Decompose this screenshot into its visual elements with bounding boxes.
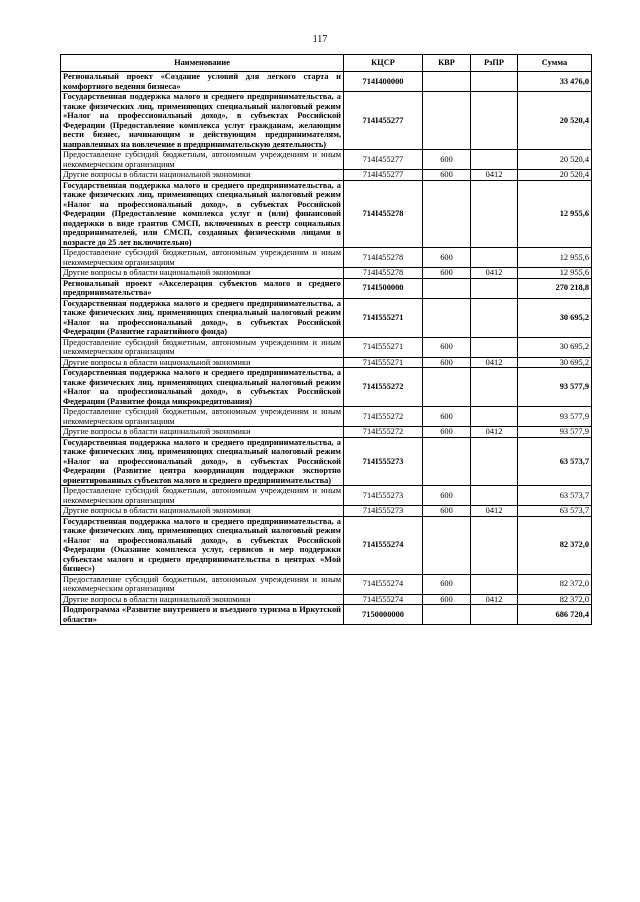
row-sum-cell: 30 695,2 <box>518 298 592 337</box>
row-rzpr-cell <box>471 278 518 298</box>
row-name-cell: Региональный проект «Акселерация субъектов малого и среднего предпринимательства» <box>61 278 344 298</box>
row-rzpr-cell: 0412 <box>471 170 518 181</box>
row-name-cell: Государственная поддержка малого и среднего предпринимательства, а также физических лиц, применяющих специальный налоговый режим «Налог на профессиональный доход», в субъектах Российской Федерации (Предоставление комплекса услуг гражданам, желающим вести бизнес, начинающим и действующим предпринимателям, направленных на вовлечение в предпринимательскую деятельность) <box>61 92 344 150</box>
table-row <box>61 180 592 248</box>
row-name-cell: Государственная поддержка малого и среднего предпринимательства, а также физических лиц, применяющих специальный налоговый режим «Налог на профессиональный доход», в субъектах Российской Федерации (Развитие центра координации поддержки экспортно ориентированных субъектов малого и среднего предпринимательства) <box>61 437 344 486</box>
row-kvr-cell: 600 <box>423 574 471 594</box>
row-sum-cell: 63 573,7 <box>518 506 592 517</box>
header-sum: Сумма <box>518 55 592 72</box>
row-sum-cell: 686 720,4 <box>518 605 592 625</box>
table-row <box>61 357 592 368</box>
table-row <box>61 72 592 92</box>
header-kvr: КВР <box>423 55 471 72</box>
row-rzpr-cell <box>471 407 518 427</box>
row-name-cell: Подпрограмма «Развитие внутреннего и въездного туризма в Иркутской области» <box>61 605 344 625</box>
row-sum-cell: 93 577,9 <box>518 368 592 407</box>
row-name-cell: Предоставление субсидий бюджетным, автономным учреждениям и иным некоммерческим организациям <box>61 407 344 427</box>
table-row <box>61 368 592 407</box>
row-rzpr-cell: 0412 <box>471 268 518 279</box>
row-kcsr-cell: 714I555274 <box>344 516 423 574</box>
row-name-cell: Другие вопросы в области национальной экономики <box>61 357 344 368</box>
row-rzpr-cell <box>471 72 518 92</box>
row-kvr-cell <box>423 298 471 337</box>
row-kcsr-cell: 714I555274 <box>344 574 423 594</box>
table-row <box>61 574 592 594</box>
row-kcsr-cell: 714I555271 <box>344 337 423 357</box>
row-kvr-cell: 600 <box>423 427 471 438</box>
row-rzpr-cell <box>471 180 518 248</box>
row-sum-cell: 63 573,7 <box>518 486 592 506</box>
row-sum-cell: 93 577,9 <box>518 427 592 438</box>
row-kvr-cell: 600 <box>423 357 471 368</box>
row-sum-cell: 12 955,6 <box>518 268 592 279</box>
row-kvr-cell <box>423 92 471 150</box>
row-kcsr-cell: 714I455278 <box>344 248 423 268</box>
row-kvr-cell: 600 <box>423 506 471 517</box>
table-row <box>61 170 592 181</box>
row-kvr-cell: 600 <box>423 486 471 506</box>
header-row <box>61 55 592 72</box>
row-name-cell: Предоставление субсидий бюджетным, автономным учреждениям и иным некоммерческим организациям <box>61 337 344 357</box>
header-name: Наименование <box>61 55 344 72</box>
row-sum-cell: 20 520,4 <box>518 170 592 181</box>
table-row <box>61 407 592 427</box>
row-kvr-cell <box>423 605 471 625</box>
row-rzpr-cell: 0412 <box>471 506 518 517</box>
row-name-cell: Другие вопросы в области национальной экономики <box>61 170 344 181</box>
row-sum-cell: 12 955,6 <box>518 180 592 248</box>
row-sum-cell: 82 372,0 <box>518 516 592 574</box>
row-rzpr-cell <box>471 574 518 594</box>
row-kvr-cell: 600 <box>423 170 471 181</box>
row-name-cell: Другие вопросы в области национальной экономики <box>61 506 344 517</box>
row-sum-cell: 82 372,0 <box>518 594 592 605</box>
table-row <box>61 486 592 506</box>
row-sum-cell: 270 218,8 <box>518 278 592 298</box>
table-row <box>61 268 592 279</box>
row-name-cell: Государственная поддержка малого и среднего предпринимательства, а также физических лиц, применяющих специальный налоговый режим «Налог на профессиональный доход», в субъектах Российской Федерации (Развитие гарантийного фонда) <box>61 298 344 337</box>
row-kcsr-cell: 714I555273 <box>344 506 423 517</box>
header-rzpr: РзПР <box>471 55 518 72</box>
row-kcsr-cell: 714I455278 <box>344 268 423 279</box>
row-kvr-cell <box>423 72 471 92</box>
row-sum-cell: 63 573,7 <box>518 437 592 486</box>
row-kcsr-cell: 714I555271 <box>344 357 423 368</box>
row-name-cell: Предоставление субсидий бюджетным, автономным учреждениям и иным некоммерческим организациям <box>61 486 344 506</box>
row-kvr-cell: 600 <box>423 268 471 279</box>
row-kvr-cell: 600 <box>423 248 471 268</box>
row-rzpr-cell <box>471 248 518 268</box>
row-kcsr-cell: 714I555272 <box>344 368 423 407</box>
row-kcsr-cell: 714I555271 <box>344 298 423 337</box>
row-name-cell: Государственная поддержка малого и среднего предпринимательства, а также физических лиц, применяющих специальный налоговый режим «Налог на профессиональный доход», в субъектах Российской Федерации (Предоставление комплекса услуг и (или) финансовой поддержки в виде грантов СМСП, включенных в реестр социальных предпринимателей, или СМСП, созданных физическими лицами в возрасте до 25 лет включительно) <box>61 180 344 248</box>
row-rzpr-cell <box>471 92 518 150</box>
row-kvr-cell <box>423 180 471 248</box>
row-rzpr-cell: 0412 <box>471 357 518 368</box>
row-kcsr-cell: 714I455277 <box>344 150 423 170</box>
row-kcsr-cell: 714I500000 <box>344 278 423 298</box>
table-row <box>61 92 592 150</box>
row-sum-cell: 30 695,2 <box>518 337 592 357</box>
row-rzpr-cell <box>471 437 518 486</box>
row-name-cell: Предоставление субсидий бюджетным, автономным учреждениям и иным некоммерческим организациям <box>61 248 344 268</box>
table-body <box>61 72 592 625</box>
table-row <box>61 516 592 574</box>
row-name-cell: Государственная поддержка малого и среднего предпринимательства, а также физических лиц, применяющих специальный налоговый режим «Налог на профессиональный доход», в субъектах Российской Федерации (Развитие фонда микрокредитования) <box>61 368 344 407</box>
budget-table <box>60 54 592 625</box>
row-kcsr-cell: 714I455277 <box>344 170 423 181</box>
row-kvr-cell: 600 <box>423 150 471 170</box>
row-rzpr-cell: 0412 <box>471 427 518 438</box>
row-sum-cell: 93 577,9 <box>518 407 592 427</box>
table-row <box>61 506 592 517</box>
row-name-cell: Другие вопросы в области национальной экономики <box>61 594 344 605</box>
row-sum-cell: 20 520,4 <box>518 92 592 150</box>
row-name-cell: Другие вопросы в области национальной экономики <box>61 268 344 279</box>
row-sum-cell: 30 695,2 <box>518 357 592 368</box>
row-rzpr-cell <box>471 516 518 574</box>
table-row <box>61 605 592 625</box>
table-row <box>61 248 592 268</box>
row-kcsr-cell: 714I555273 <box>344 437 423 486</box>
row-kvr-cell <box>423 368 471 407</box>
row-kcsr-cell: 714I555272 <box>344 427 423 438</box>
row-kvr-cell: 600 <box>423 407 471 427</box>
row-sum-cell: 20 520,4 <box>518 150 592 170</box>
row-sum-cell: 33 476,0 <box>518 72 592 92</box>
table-row <box>61 437 592 486</box>
row-kcsr-cell: 714I455278 <box>344 180 423 248</box>
row-kcsr-cell: 714I555272 <box>344 407 423 427</box>
table-row <box>61 594 592 605</box>
row-sum-cell: 82 372,0 <box>518 574 592 594</box>
row-kvr-cell <box>423 278 471 298</box>
row-rzpr-cell <box>471 337 518 357</box>
table-row <box>61 278 592 298</box>
row-sum-cell: 12 955,6 <box>518 248 592 268</box>
row-name-cell: Другие вопросы в области национальной экономики <box>61 427 344 438</box>
row-rzpr-cell <box>471 605 518 625</box>
row-name-cell: Предоставление субсидий бюджетным, автономным учреждениям и иным некоммерческим организациям <box>61 574 344 594</box>
row-kvr-cell: 600 <box>423 337 471 357</box>
header-kcsr: КЦСР <box>344 55 423 72</box>
row-kvr-cell: 600 <box>423 594 471 605</box>
page-number: 117 <box>312 34 328 45</box>
table-row <box>61 427 592 438</box>
row-rzpr-cell <box>471 368 518 407</box>
row-kcsr-cell: 714I555273 <box>344 486 423 506</box>
table-row <box>61 150 592 170</box>
row-kcsr-cell: 7150000000 <box>344 605 423 625</box>
row-kvr-cell <box>423 437 471 486</box>
row-kcsr-cell: 714I400000 <box>344 72 423 92</box>
row-rzpr-cell: 0412 <box>471 594 518 605</box>
row-kvr-cell <box>423 516 471 574</box>
row-rzpr-cell <box>471 298 518 337</box>
table-row <box>61 298 592 337</box>
row-kcsr-cell: 714I555274 <box>344 594 423 605</box>
row-name-cell: Предоставление субсидий бюджетным, автономным учреждениям и иным некоммерческим организациям <box>61 150 344 170</box>
row-rzpr-cell <box>471 486 518 506</box>
row-rzpr-cell <box>471 150 518 170</box>
row-name-cell: Региональный проект «Создание условий для легкого старта и комфортного ведения бизнеса» <box>61 72 344 92</box>
row-name-cell: Государственная поддержка малого и среднего предпринимательства, а также физических лиц, применяющих специальный налоговый режим «Налог на профессиональный доход», в субъектах Российской Федерации (Оказание комплекса услуг, сервисов и мер поддержки субъектам малого и среднего предпринимательства в центрах «Мой бизнес») <box>61 516 344 574</box>
table-row <box>61 337 592 357</box>
row-kcsr-cell: 714I455277 <box>344 92 423 150</box>
